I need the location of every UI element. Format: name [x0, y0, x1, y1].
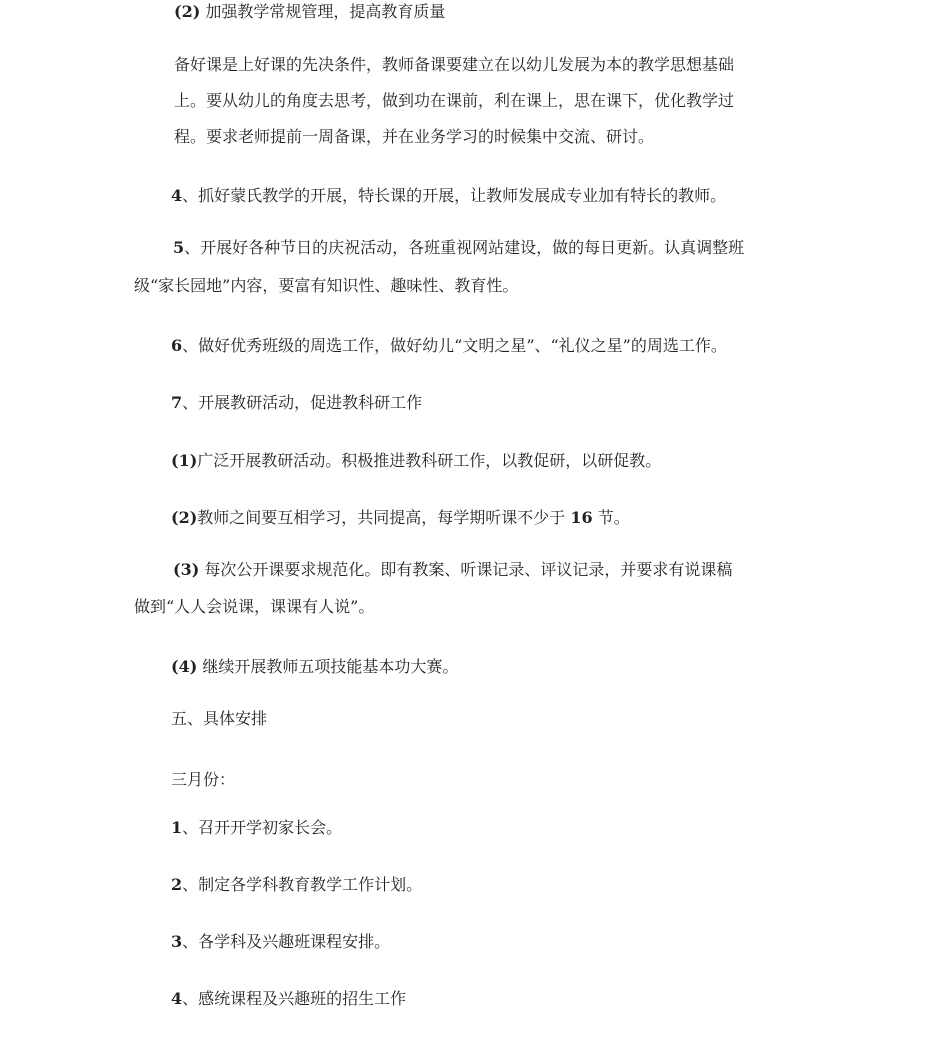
item-number: (4) [171, 657, 198, 676]
item-number: 5 [173, 238, 185, 257]
item-text-end: 节。 [592, 508, 630, 527]
sub-item-4 [171, 657, 458, 677]
item-6 [171, 336, 727, 356]
march-item-1 [171, 818, 342, 838]
march-item-4 [171, 989, 406, 1009]
section-heading: 五、具体安排 [171, 709, 268, 728]
item-number: 6 [171, 336, 183, 355]
item-text: 、感统课程及兴趣班的招生工作 [182, 989, 407, 1008]
item-2-heading [174, 2, 445, 22]
march-item-3 [171, 932, 390, 952]
item-text: 教师之间要互相学习，共同提高，每学期听课不少于 [197, 508, 571, 527]
item-number: 7 [171, 393, 183, 412]
lesson-count: 16 [570, 508, 593, 527]
sub-item-3-continuation: 做到“人人会说课，课课有人说”。 [134, 597, 375, 616]
paragraph-line: 上。要从幼儿的角度去思考，做到功在课前，利在课上，思在课下，优化教学过 [174, 91, 735, 110]
item-number: 4 [171, 989, 183, 1008]
item-number: 3 [171, 932, 183, 951]
item-text: 、做好优秀班级的周选工作，做好幼儿“文明之星”、“礼仪之星”的周选工作。 [182, 336, 727, 355]
item-text: 、制定各学科教育教学工作计划。 [182, 875, 423, 894]
sub-item-3 [173, 560, 732, 580]
item-text: 、抓好蒙氏教学的开展，特长课的开展，让教师发展成专业加有特长的教师。 [182, 186, 727, 205]
item-number: 1 [171, 818, 183, 837]
item-text: 每次公开课要求规范化。即有教案、听课记录、评议记录，并要求有说课稿 [199, 560, 733, 579]
item-number: (3) [173, 560, 200, 579]
item-number: (2) [171, 508, 198, 527]
item-text: 加强教学常规管理，提高教育质量 [200, 2, 446, 21]
item-number: (1) [171, 451, 198, 470]
item-4 [171, 186, 726, 206]
item-number: 2 [171, 875, 183, 894]
item-text: 、各学科及兴趣班课程安排。 [182, 932, 391, 951]
sub-item-1 [171, 451, 661, 471]
march-item-2 [171, 875, 422, 895]
item-text: 、开展好各种节日的庆祝活动，各班重视网站建设，做的每日更新。认真调整班 [184, 238, 745, 257]
sub-item-2 [171, 508, 630, 528]
paragraph-line: 备好课是上好课的先决条件，教师备课要建立在以幼儿发展为本的教学思想基础 [174, 55, 735, 74]
month-heading: 三月份： [171, 770, 236, 789]
item-7 [171, 393, 422, 413]
item-number: (2) [174, 2, 201, 21]
item-text: 继续开展教师五项技能基本功大赛。 [197, 657, 459, 676]
item-number: 4 [171, 186, 183, 205]
item-5-continuation: 级“家长园地”内容，要富有知识性、趣味性、教育性。 [134, 276, 519, 295]
paragraph-line: 程。要求老师提前一周备课，并在业务学习的时候集中交流、研讨。 [174, 127, 655, 146]
item-5 [173, 238, 744, 258]
item-text: 、召开开学初家长会。 [182, 818, 343, 837]
item-text: 广泛开展教研活动。积极推进教科研工作，以教促研，以研促教。 [197, 451, 662, 470]
item-text: 、开展教研活动，促进教科研工作 [182, 393, 423, 412]
